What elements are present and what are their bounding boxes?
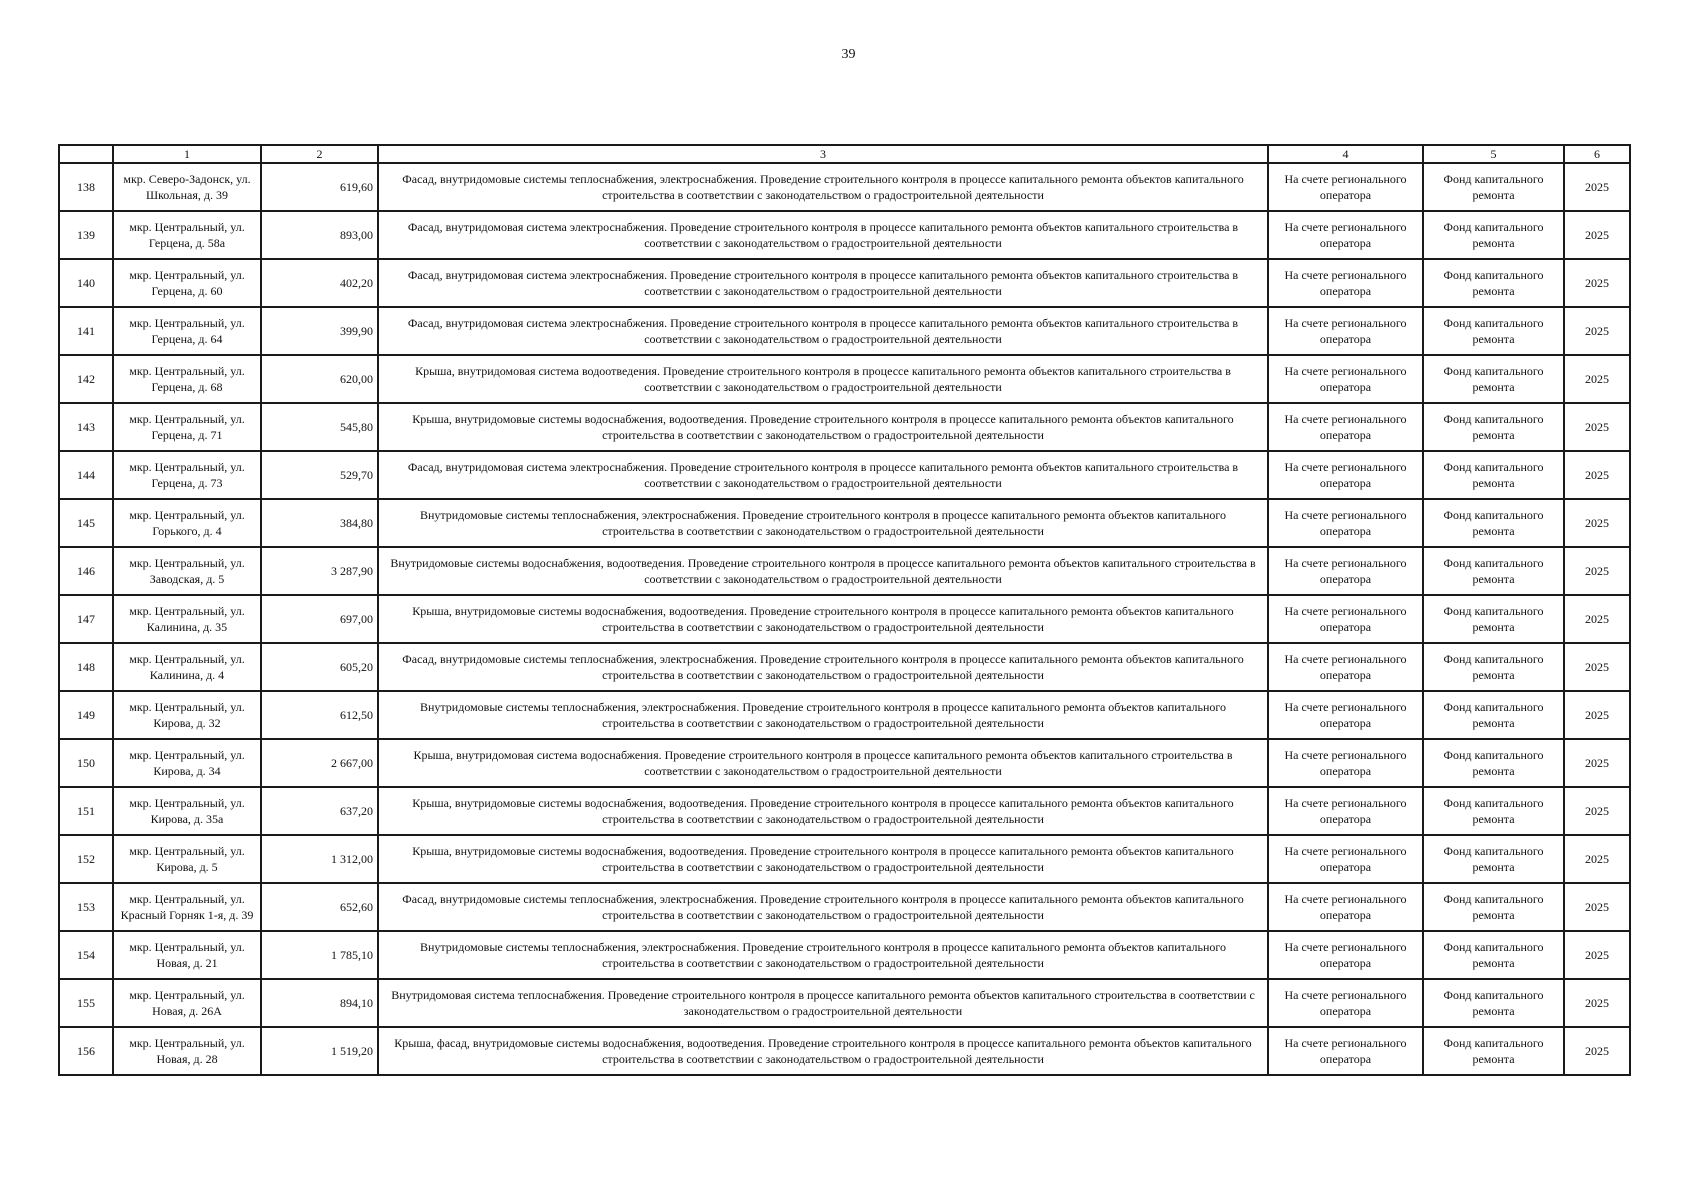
- works-cell: Крыша, фасад, внутридомовые системы водоснабжения, водоотведения. Проведение строительного контроля в процессе капитального ремонта объектов капитального строительства в соответствии с законодательством о градостроительной деятельности: [378, 1027, 1268, 1075]
- address-cell: мкр. Центральный, ул. Кирова, д. 35а: [113, 787, 261, 835]
- account-cell: На счете регионального оператора: [1268, 787, 1423, 835]
- year-cell: 2025: [1564, 403, 1630, 451]
- account-cell: На счете регионального оператора: [1268, 835, 1423, 883]
- table-row: [59, 307, 1630, 355]
- area-cell: 1 312,00: [261, 835, 378, 883]
- table-row: [59, 499, 1630, 547]
- funding-source-cell: Фонд капитального ремонта: [1423, 307, 1564, 355]
- table-row: [59, 547, 1630, 595]
- account-cell: На счете регионального оператора: [1268, 931, 1423, 979]
- table-row: [59, 979, 1630, 1027]
- year-cell: 2025: [1564, 979, 1630, 1027]
- area-cell: 1 785,10: [261, 931, 378, 979]
- area-cell: 697,00: [261, 595, 378, 643]
- header-cell-address: 1: [113, 145, 261, 163]
- works-cell: Фасад, внутридомовая система электроснабжения. Проведение строительного контроля в процессе капитального ремонта объектов капитального строительства в соответствии с законодательством о градостроительной деятельности: [378, 211, 1268, 259]
- funding-source-cell: Фонд капитального ремонта: [1423, 211, 1564, 259]
- funding-source-cell: Фонд капитального ремонта: [1423, 979, 1564, 1027]
- account-cell: На счете регионального оператора: [1268, 211, 1423, 259]
- table-body: [59, 163, 1630, 1075]
- address-cell: мкр. Центральный, ул. Новая, д. 26А: [113, 979, 261, 1027]
- year-cell: 2025: [1564, 547, 1630, 595]
- area-cell: 637,20: [261, 787, 378, 835]
- funding-source-cell: Фонд капитального ремонта: [1423, 643, 1564, 691]
- funding-source-cell: Фонд капитального ремонта: [1423, 1027, 1564, 1075]
- year-cell: 2025: [1564, 259, 1630, 307]
- header-row: [59, 145, 1630, 163]
- address-cell: мкр. Центральный, ул. Кирова, д. 5: [113, 835, 261, 883]
- funding-source-cell: Фонд капитального ремонта: [1423, 883, 1564, 931]
- funding-source-cell: Фонд капитального ремонта: [1423, 547, 1564, 595]
- row-number: 140: [59, 259, 113, 307]
- account-cell: На счете регионального оператора: [1268, 307, 1423, 355]
- account-cell: На счете регионального оператора: [1268, 1027, 1423, 1075]
- account-cell: На счете регионального оператора: [1268, 259, 1423, 307]
- works-cell: Внутридомовые системы теплоснабжения, электроснабжения. Проведение строительного контроля в процессе капитального ремонта объектов капитального строительства в соответствии с законодательством о градостроительной деятельности: [378, 931, 1268, 979]
- year-cell: 2025: [1564, 499, 1630, 547]
- address-cell: мкр. Центральный, ул. Герцена, д. 71: [113, 403, 261, 451]
- table-row: [59, 691, 1630, 739]
- row-number: 141: [59, 307, 113, 355]
- account-cell: На счете регионального оператора: [1268, 883, 1423, 931]
- row-number: 153: [59, 883, 113, 931]
- address-cell: мкр. Северо-Задонск, ул. Школьная, д. 39: [113, 163, 261, 211]
- works-cell: Фасад, внутридомовая система электроснабжения. Проведение строительного контроля в процессе капитального ремонта объектов капитального строительства в соответствии с законодательством о градостроительной деятельности: [378, 307, 1268, 355]
- table-row: [59, 643, 1630, 691]
- header-cell-account: 4: [1268, 145, 1423, 163]
- year-cell: 2025: [1564, 643, 1630, 691]
- table-row: [59, 355, 1630, 403]
- funding-source-cell: Фонд капитального ремонта: [1423, 259, 1564, 307]
- row-number: 138: [59, 163, 113, 211]
- row-number: 144: [59, 451, 113, 499]
- row-number: 142: [59, 355, 113, 403]
- account-cell: На счете регионального оператора: [1268, 979, 1423, 1027]
- year-cell: 2025: [1564, 931, 1630, 979]
- funding-source-cell: Фонд капитального ремонта: [1423, 835, 1564, 883]
- year-cell: 2025: [1564, 835, 1630, 883]
- year-cell: 2025: [1564, 1027, 1630, 1075]
- area-cell: 2 667,00: [261, 739, 378, 787]
- address-cell: мкр. Центральный, ул. Заводская, д. 5: [113, 547, 261, 595]
- address-cell: мкр. Центральный, ул. Герцена, д. 64: [113, 307, 261, 355]
- table-row: [59, 1027, 1630, 1075]
- year-cell: 2025: [1564, 595, 1630, 643]
- table-row: [59, 403, 1630, 451]
- area-cell: 605,20: [261, 643, 378, 691]
- table-row: [59, 883, 1630, 931]
- area-cell: 1 519,20: [261, 1027, 378, 1075]
- works-cell: Крыша, внутридомовые системы водоснабжения, водоотведения. Проведение строительного контроля в процессе капитального ремонта объектов капитального строительства в соответствии с законодательством о градостроительной деятельности: [378, 787, 1268, 835]
- works-cell: Внутридомовые системы теплоснабжения, электроснабжения. Проведение строительного контроля в процессе капитального ремонта объектов капитального строительства в соответствии с законодательством о градостроительной деятельности: [378, 691, 1268, 739]
- funding-source-cell: Фонд капитального ремонта: [1423, 595, 1564, 643]
- funding-source-cell: Фонд капитального ремонта: [1423, 739, 1564, 787]
- works-cell: Внутридомовая система теплоснабжения. Проведение строительного контроля в процессе капитального ремонта объектов капитального строительства в соответствии с законодательством о градостроительной деятельности: [378, 979, 1268, 1027]
- year-cell: 2025: [1564, 451, 1630, 499]
- area-cell: 619,60: [261, 163, 378, 211]
- account-cell: На счете регионального оператора: [1268, 547, 1423, 595]
- funding-source-cell: Фонд капитального ремонта: [1423, 499, 1564, 547]
- funding-source-cell: Фонд капитального ремонта: [1423, 691, 1564, 739]
- funding-source-cell: Фонд капитального ремонта: [1423, 451, 1564, 499]
- address-cell: мкр. Центральный, ул. Новая, д. 21: [113, 931, 261, 979]
- table-row: [59, 931, 1630, 979]
- account-cell: На счете регионального оператора: [1268, 499, 1423, 547]
- row-number: 150: [59, 739, 113, 787]
- year-cell: 2025: [1564, 163, 1630, 211]
- address-cell: мкр. Центральный, ул. Кирова, д. 34: [113, 739, 261, 787]
- account-cell: На счете регионального оператора: [1268, 163, 1423, 211]
- row-number: 155: [59, 979, 113, 1027]
- funding-source-cell: Фонд капитального ремонта: [1423, 931, 1564, 979]
- works-cell: Крыша, внутридомовая система водоснабжения. Проведение строительного контроля в процессе капитального ремонта объектов капитального строительства в соответствии с законодательством о градостроительной деятельности: [378, 739, 1268, 787]
- works-cell: Крыша, внутридомовая система водоотведения. Проведение строительного контроля в процессе капитального ремонта объектов капитального строительства в соответствии с законодательством о градостроительной деятельности: [378, 355, 1268, 403]
- funding-source-cell: Фонд капитального ремонта: [1423, 403, 1564, 451]
- area-cell: 894,10: [261, 979, 378, 1027]
- account-cell: На счете регионального оператора: [1268, 691, 1423, 739]
- year-cell: 2025: [1564, 355, 1630, 403]
- account-cell: На счете регионального оператора: [1268, 643, 1423, 691]
- works-cell: Крыша, внутридомовые системы водоснабжения, водоотведения. Проведение строительного контроля в процессе капитального ремонта объектов капитального строительства в соответствии с законодательством о градостроительной деятельности: [378, 835, 1268, 883]
- account-cell: На счете регионального оператора: [1268, 739, 1423, 787]
- funding-source-cell: Фонд капитального ремонта: [1423, 355, 1564, 403]
- row-number: 149: [59, 691, 113, 739]
- year-cell: 2025: [1564, 739, 1630, 787]
- works-cell: Фасад, внутридомовая система электроснабжения. Проведение строительного контроля в процессе капитального ремонта объектов капитального строительства в соответствии с законодательством о градостроительной деятельности: [378, 451, 1268, 499]
- table-row: [59, 595, 1630, 643]
- year-cell: 2025: [1564, 307, 1630, 355]
- header-cell-year: 6: [1564, 145, 1630, 163]
- row-number: 152: [59, 835, 113, 883]
- account-cell: На счете регионального оператора: [1268, 403, 1423, 451]
- funding-source-cell: Фонд капитального ремонта: [1423, 787, 1564, 835]
- table-row: [59, 787, 1630, 835]
- works-cell: Фасад, внутридомовая система электроснабжения. Проведение строительного контроля в процессе капитального ремонта объектов капитального строительства в соответствии с законодательством о градостроительной деятельности: [378, 259, 1268, 307]
- row-number: 148: [59, 643, 113, 691]
- table-row: [59, 211, 1630, 259]
- row-number: 151: [59, 787, 113, 835]
- row-number: 154: [59, 931, 113, 979]
- address-cell: мкр. Центральный, ул. Горького, д. 4: [113, 499, 261, 547]
- area-cell: 612,50: [261, 691, 378, 739]
- works-cell: Фасад, внутридомовые системы теплоснабжения, электроснабжения. Проведение строительного контроля в процессе капитального ремонта объектов капитального строительства в соответствии с законодательством о градостроительной деятельности: [378, 163, 1268, 211]
- address-cell: мкр. Центральный, ул. Калинина, д. 35: [113, 595, 261, 643]
- row-number: 139: [59, 211, 113, 259]
- table-row: [59, 163, 1630, 211]
- account-cell: На счете регионального оператора: [1268, 451, 1423, 499]
- year-cell: 2025: [1564, 883, 1630, 931]
- header-cell-works: 3: [378, 145, 1268, 163]
- address-cell: мкр. Центральный, ул. Кирова, д. 32: [113, 691, 261, 739]
- works-cell: Внутридомовые системы теплоснабжения, электроснабжения. Проведение строительного контроля в процессе капитального ремонта объектов капитального строительства в соответствии с законодательством о градостроительной деятельности: [378, 499, 1268, 547]
- area-cell: 893,00: [261, 211, 378, 259]
- works-cell: Крыша, внутридомовые системы водоснабжения, водоотведения. Проведение строительного контроля в процессе капитального ремонта объектов капитального строительства в соответствии с законодательством о градостроительной деятельности: [378, 595, 1268, 643]
- repair-schedule-table: [58, 144, 1631, 1076]
- table-row: [59, 739, 1630, 787]
- address-cell: мкр. Центральный, ул. Герцена, д. 58а: [113, 211, 261, 259]
- header-cell-num: [59, 145, 113, 163]
- address-cell: мкр. Центральный, ул. Калинина, д. 4: [113, 643, 261, 691]
- address-cell: мкр. Центральный, ул. Герцена, д. 68: [113, 355, 261, 403]
- account-cell: На счете регионального оператора: [1268, 355, 1423, 403]
- address-cell: мкр. Центральный, ул. Новая, д. 28: [113, 1027, 261, 1075]
- area-cell: 402,20: [261, 259, 378, 307]
- address-cell: мкр. Центральный, ул. Красный Горняк 1-я, д. 39: [113, 883, 261, 931]
- year-cell: 2025: [1564, 691, 1630, 739]
- account-cell: На счете регионального оператора: [1268, 595, 1423, 643]
- table-row: [59, 259, 1630, 307]
- table-row: [59, 835, 1630, 883]
- header-cell-area: 2: [261, 145, 378, 163]
- area-cell: 3 287,90: [261, 547, 378, 595]
- row-number: 146: [59, 547, 113, 595]
- works-cell: Крыша, внутридомовые системы водоснабжения, водоотведения. Проведение строительного контроля в процессе капитального ремонта объектов капитального строительства в соответствии с законодательством о градостроительной деятельности: [378, 403, 1268, 451]
- area-cell: 545,80: [261, 403, 378, 451]
- year-cell: 2025: [1564, 211, 1630, 259]
- area-cell: 384,80: [261, 499, 378, 547]
- page-number: 39: [841, 47, 856, 62]
- area-cell: 529,70: [261, 451, 378, 499]
- area-cell: 652,60: [261, 883, 378, 931]
- area-cell: 620,00: [261, 355, 378, 403]
- row-number: 147: [59, 595, 113, 643]
- row-number: 145: [59, 499, 113, 547]
- address-cell: мкр. Центральный, ул. Герцена, д. 73: [113, 451, 261, 499]
- area-cell: 399,90: [261, 307, 378, 355]
- row-number: 143: [59, 403, 113, 451]
- row-number: 156: [59, 1027, 113, 1075]
- table-row: [59, 451, 1630, 499]
- works-cell: Внутридомовые системы водоснабжения, водоотведения. Проведение строительного контроля в процессе капитального ремонта объектов капитального строительства в соответствии с законодательством о градостроительной деятельности: [378, 547, 1268, 595]
- works-cell: Фасад, внутридомовые системы теплоснабжения, электроснабжения. Проведение строительного контроля в процессе капитального ремонта объектов капитального строительства в соответствии с законодательством о градостроительной деятельности: [378, 643, 1268, 691]
- works-cell: Фасад, внутридомовые системы теплоснабжения, электроснабжения. Проведение строительного контроля в процессе капитального ремонта объектов капитального строительства в соответствии с законодательством о градостроительной деятельности: [378, 883, 1268, 931]
- address-cell: мкр. Центральный, ул. Герцена, д. 60: [113, 259, 261, 307]
- header-cell-source: 5: [1423, 145, 1564, 163]
- year-cell: 2025: [1564, 787, 1630, 835]
- funding-source-cell: Фонд капитального ремонта: [1423, 163, 1564, 211]
